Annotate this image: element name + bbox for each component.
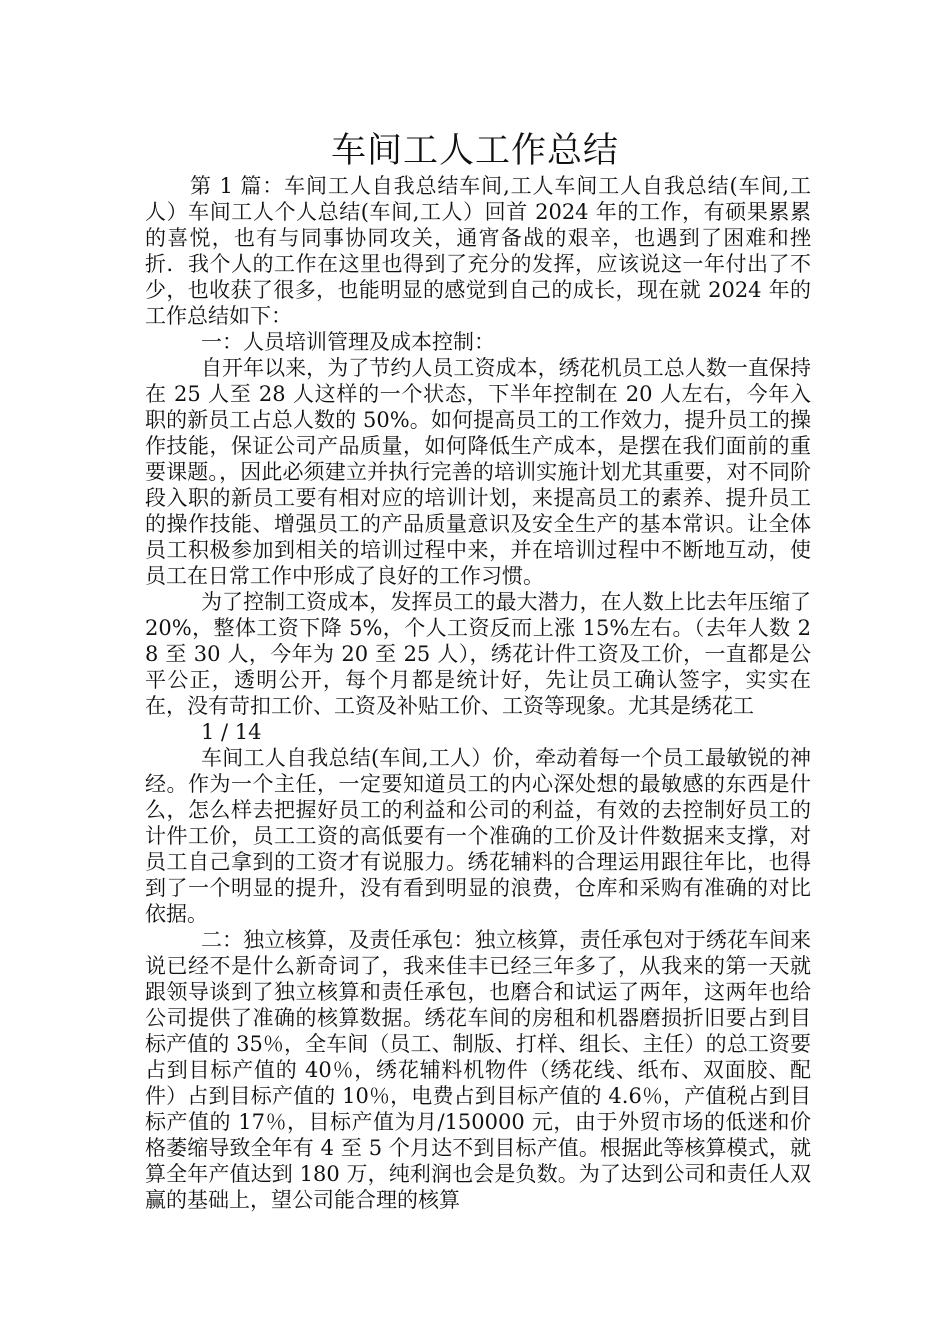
paragraph: 第 1 篇：车间工人自我总结车间,工人车间工人自我总结(车间,工人）车间工人个人总结(车间,工人）回首 2024 年的工作，有硕果累累的喜悦，也有与同事协同攻关，通宵备战的艰辛，也遇到了困难和挫折．我个人的工作在这里也得到了充分的发挥，应该说这一年付出了不少，也收获了很多，也能明显的感觉到自己的成长，现在就 2024 年的工作总结如下： xyxy=(145,174,811,328)
document-body xyxy=(145,173,811,1213)
paragraph: 车间工人自我总结(车间,工人）价，牵动着每一个员工最敏锐的神经。作为一个主任，一定要知道员工的内心深处想的最敏感的东西是什么，怎么样去把握好员工的利益和公司的利益，有效的去控制好员工的计件工价，员工工资的高低要有一个准确的工价及计件数据来支撑，对员工自己拿到的工资才有说服力。绣花辅料的合理运用跟往年比，也得到了一个明显的提升，没有看到明显的浪费，仓库和采购有准确的对比依据。 xyxy=(145,746,811,926)
page-number: 1 / 14 xyxy=(201,720,262,744)
paragraph: 一：人员培训管理及成本控制： xyxy=(201,330,495,354)
paragraph: 二：独立核算，及责任承包：独立核算，责任承包对于绣花车间来说已经不是什么新奇词了，我来佳丰已经三年多了，从我来的第一天就跟领导谈到了独立核算和责任承包，也磨合和试运了两年，这两年也给公司提供了准确的核算数据。绣花车间的房租和机器磨损折旧要占到目标产值的 35％，全车间（员工、制版、打样、组长、主任）的总工资要占到目标产值的 40％，绣花辅料机物件（绣花线、纸布、双面胶、配件）占到目标产值的 10％，电费占到目标产值的 4.6％，产值税占到目标产值的 17％，目标产值为月/150000 元，由于外贸市场的低迷和价格萎缩导致全年有 4 至 5 个月达不到目标产值。根据此等核算模式，就算全年产值达到 180 万，纯利润也会是负数。为了达到公司和责任人双赢的基础上，望公司能合理的核算 xyxy=(145,928,811,1212)
paragraph: 自开年以来，为了节约人员工资成本，绣花机员工总人数一直保持在 25 人至 28 人这样的一个状态，下半年控制在 20 人左右，今年入职的新员工占总人数的 50%。如何提高员工的工作效力，提升员工的操作技能，保证公司产品质量，如何降低生产成本，是摆在我们面前的重要课题。，因此必须建立并执行完善的培训实施计划尤其重要，对不同阶段入职的新员工要有相对应的培训计划，来提高员工的素养、提升员工的操作技能、增强员工的产品质量意识及安全生产的基本常识。让全体员工积极参加到相关的培训过程中来，并在培训过程中不断地互动，使员工在日常工作中形成了良好的工作习惯。 xyxy=(145,356,811,588)
paragraph: 为了控制工资成本，发挥员工的最大潜力，在人数上比去年压缩了 20%，整体工资下降 5%，个人工资反而上涨 15%左右。（去年人数 28 至 30 人，今年为 20 至 25 人），绣花计件工资及工价，一直都是公平公正，透明公开，每个月都是统计好，先让员工确认签字，实实在在，没有苛扣工价、工资及补贴工价、工资等现象。尤其是绣花工 xyxy=(145,590,811,718)
document-title: 车间工人工作总结 xyxy=(330,131,619,171)
